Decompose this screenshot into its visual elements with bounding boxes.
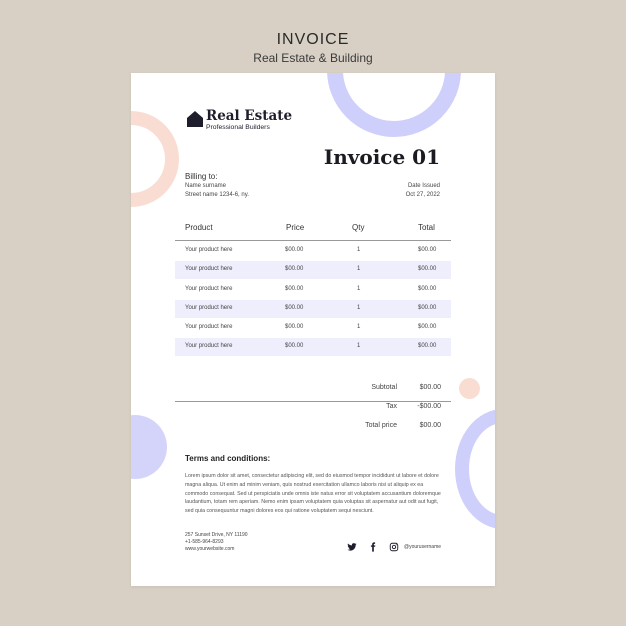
invoice-table (175, 220, 451, 356)
footer-phone: +1-585-964-8293 (185, 539, 224, 545)
invoice-title: Invoice 01 (323, 145, 440, 169)
decorative-ring-right (455, 409, 495, 529)
social-handle[interactable]: @yourusername (404, 544, 442, 550)
cell-price: $00.00 (285, 323, 304, 330)
cell-product: Your product here (185, 323, 233, 330)
cell-price: $00.00 (285, 285, 304, 292)
twitter-icon[interactable] (347, 542, 357, 552)
tax-label: Tax (386, 403, 397, 410)
subtotal-label: Subtotal (371, 384, 397, 391)
instagram-icon[interactable] (389, 542, 399, 552)
cell-price: $00.00 (285, 266, 304, 273)
terms-title: Terms and conditions: (185, 454, 271, 463)
total-value: $00.00 (419, 422, 441, 429)
header-total: Total (418, 223, 435, 232)
company-tagline: Professional Builders (206, 124, 270, 131)
company-logo (186, 109, 306, 137)
cell-product: Your product here (185, 285, 233, 292)
decorative-circle-left (131, 415, 167, 479)
cell-qty: 1 (357, 285, 361, 292)
header-qty: Qty (352, 223, 365, 232)
header-price: Price (286, 223, 305, 232)
table-row (175, 242, 451, 260)
cell-total: $00.00 (418, 285, 437, 292)
total-label: Total price (365, 422, 397, 429)
cell-price: $00.00 (285, 304, 304, 311)
table-row (175, 319, 451, 337)
tax-value: -$00.00 (417, 403, 441, 410)
cell-total: $00.00 (418, 266, 437, 273)
facebook-icon[interactable] (368, 542, 378, 552)
cell-product: Your product here (185, 247, 233, 254)
page-subtitle: Real Estate & Building (253, 51, 373, 65)
cell-price: $00.00 (285, 343, 304, 350)
table-row (175, 281, 451, 299)
cell-qty: 1 (357, 323, 361, 330)
total-row (175, 422, 451, 434)
subtotal-value: $00.00 (419, 384, 441, 391)
terms-text: Lorem ipsum dolor sit amet, consectetur adipiscing elit, sed do eiusmod tempor incididunt ut labore et dolore magna aliqua. Ut enim ad minim veniam, quis nostrud exercitation ullamco laboris nisi ut aliquip ex ea commodo consequat. Sed ut perspiciatis unde omnis iste natus error sit voluptatem accusantium doloremque laudantium, totam rem aperiam. Nemo enim ipsam voluptatem quia voluptas sit aspernatur aut odit aut fugit, sed quia consequuntur magni dolores eos qui ratione voluptatem sequi nesciunt. (185, 473, 441, 515)
cell-total: $00.00 (418, 343, 437, 350)
cell-qty: 1 (357, 266, 361, 273)
table-row (175, 261, 451, 279)
footer-website[interactable]: www.yourwebsite.com (185, 546, 235, 552)
cell-total: $00.00 (418, 247, 437, 254)
decorative-ring-top (327, 73, 461, 137)
cell-price: $00.00 (285, 247, 304, 254)
table-row (175, 300, 451, 318)
cell-product: Your product here (185, 343, 233, 350)
header-product: Product (185, 223, 213, 232)
billing-name: Name surname (185, 183, 227, 189)
cell-product: Your product here (185, 304, 233, 311)
cell-total: $00.00 (418, 304, 437, 311)
cell-qty: 1 (357, 247, 361, 254)
decorative-ring-left (131, 111, 179, 207)
cell-qty: 1 (357, 343, 361, 350)
company-name: Real Estate (206, 108, 293, 124)
footer-address: 257 Sunset Drive, NY 11190 (185, 532, 248, 538)
decorative-dot-right (459, 378, 480, 399)
page-title: INVOICE (276, 31, 350, 48)
billing-street: Street name 1234-6, ny. (185, 192, 249, 198)
cell-total: $00.00 (418, 323, 437, 330)
table-row (175, 338, 451, 356)
subtotal-row (175, 384, 451, 396)
table-header (175, 220, 451, 241)
cell-qty: 1 (357, 304, 361, 311)
invoice-document (131, 73, 495, 586)
summary-divider (175, 401, 451, 402)
billing-label: Billing to: (185, 172, 218, 181)
date-issued-label: Date Issued (407, 183, 440, 189)
date-issued-value: Oct 27, 2022 (405, 192, 440, 198)
house-icon (186, 110, 204, 128)
tax-row (175, 403, 451, 415)
cell-product: Your product here (185, 266, 233, 273)
